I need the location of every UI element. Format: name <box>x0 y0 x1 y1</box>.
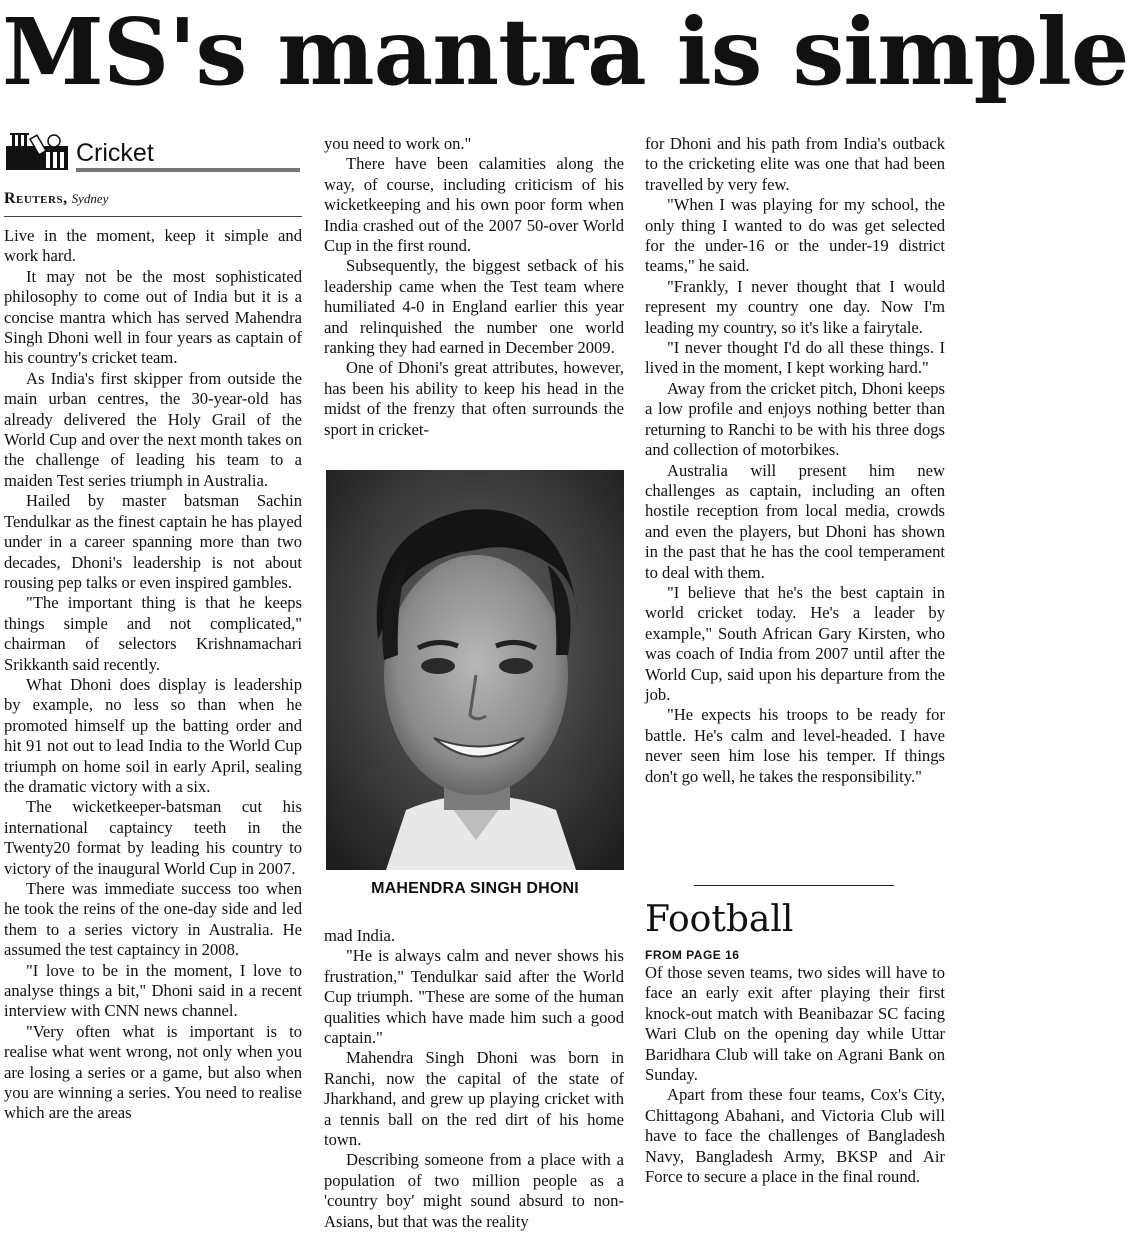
paragraph: "I believe that he's the best captain in world cricket today. He's a leader by example," South African Gary Kirsten, who was coach of India from 2007 until after the World Cup, said upon his departure from the job. <box>645 582 945 704</box>
paragraph: It may not be the most sophisticated philosophy to come out of India but it is a concise mantra which has served Mahendra Singh Dhoni well in four years as captain of his country's cricket team. <box>4 266 302 368</box>
photo-caption: MAHENDRA SINGH DHONI <box>371 880 579 897</box>
portrait-photo-icon <box>326 470 624 870</box>
football-headline: Football <box>645 899 794 940</box>
paragraph: Describing someone from a place with a population of two million people as a 'country boy' might sound absurd to non-Asians, but that was the reality <box>324 1150 624 1231</box>
paragraph: There was immediate success too when he took the reins of the one-day side and led them to a series victory in Australia. He assumed the test captaincy in 2008. <box>4 879 302 960</box>
byline-agency: Reuters, <box>4 190 68 207</box>
dhoni-photo <box>326 470 624 870</box>
paragraph: Of those seven teams, two sides will have to face an early exit after playing their first knock-out match with Beanibazar SC facing Wari Club on the opening day while Uttar Baridhara Club will take on Agrani Bank on Sunday. <box>645 963 945 1085</box>
paragraph: you need to work on." <box>324 134 472 153</box>
paragraph: Hailed by master batsman Sachin Tendulkar as the finest captain he has played under in a career spanning more than two decades, Dhoni's leadership is not about rousing pep talks or even inspired gambles. <box>4 491 302 592</box>
cricket-bat-ball-wicket-icon <box>4 132 72 172</box>
paragraph: Live in the moment, keep it simple and work hard. <box>4 226 302 266</box>
football-article <box>645 963 945 1187</box>
paragraph: "The important thing is that he keeps things simple and not complicated," chairman of selectors Krishnamachari Srikkanth said recently. <box>4 593 302 674</box>
paragraph: "He expects his troops to be ready for battle. He's calm and level-headed. I have never seen him lose his temper. If things don't go well, he takes the responsibility." <box>645 705 945 786</box>
paragraph: "When I was playing for my school, the only thing I wanted to do was get selected for the under-16 or the under-19 district teams," he said. <box>645 195 945 276</box>
article-column-3 <box>645 134 945 787</box>
paragraph: mad India. <box>324 926 395 945</box>
paragraph: The wicketkeeper-batsman cut his international captaincy teeth in the Twenty20 format by leading his country to victory of the inaugural World Cup in 2007. <box>4 797 302 878</box>
from-page-label: FROM PAGE 16 <box>645 948 740 962</box>
paragraph: for Dhoni and his path from India's outback to the cricketing elite was one that had been travelled by very few. <box>645 134 945 194</box>
headline: MS's mantra is simple <box>2 0 1128 106</box>
paragraph: "Frankly, I never thought that I would represent my country one day. Now I'm leading my country, so it's like a fairytale. <box>645 276 945 337</box>
paragraph: "I never thought I'd do all these things. I lived in the moment, I kept working hard." <box>645 338 945 378</box>
byline <box>4 190 302 217</box>
paragraph: Australia will present him new challenges as captain, including an often hostile reception from local media, crowds and even the players, but Dhoni has shown in the past that he has the cool temperament to deal with them. <box>645 460 945 582</box>
paragraph: "Very often what is important is to realise what went wrong, not only when you are losing a series or a game, but also when you are winning a series. You need to realise which are the areas <box>4 1021 302 1123</box>
paragraph: There have been calamities along the way, of course, including criticism of his wicketkeeping and his own poor form when India crashed out of the 2007 50-over World Cup in the first round. <box>324 154 624 256</box>
article-column-2-top <box>324 134 624 440</box>
article-column-1 <box>4 226 302 1124</box>
paragraph: Apart from these four teams, Cox's City, Chittagong Abahani, and Victoria Club will have to face the challenges of Bangladesh Navy, Bangladesh Army, BKSP and Air Force to secure a place in the final round. <box>645 1085 945 1187</box>
paragraph: Mahendra Singh Dhoni was born in Ranchi, now the capital of the state of Jharkhand, and grew up playing cricket with a tennis ball on the red dirt of his home town. <box>324 1048 624 1150</box>
paragraph: Away from the cricket pitch, Dhoni keeps a low profile and enjoys nothing better than returning to Ranchi to be with his three dogs and collection of motorbikes. <box>645 378 945 460</box>
section-rule <box>76 168 300 172</box>
paragraph: Subsequently, the biggest setback of his leadership came when the Test team where humiliated 4-0 in England earlier this year and relinquished the number one world ranking they had earned in December 2009. <box>324 256 624 358</box>
section-divider <box>694 885 894 886</box>
paragraph: "I love to be in the moment, I love to analyse things a bit," Dhoni said in a recent interview with CNN news channel. <box>4 960 302 1021</box>
section-label: Cricket <box>76 139 154 167</box>
paragraph: What Dhoni does display is leadership by example, no less so than when he promoted himself up the batting order and hit 91 not out to lead India to the World Cup triumph on home soil in early April, sealing the dramatic victory with a six. <box>4 674 302 796</box>
byline-city: Sydney <box>71 191 109 206</box>
paragraph: As India's first skipper from outside the main urban centres, the 30-year-old has already delivered the Holy Grail of the World Cup and over the next month takes on the challenge of leading his team to a maiden Test series triumph in Australia. <box>4 368 302 490</box>
article-column-2-bottom <box>324 926 624 1232</box>
section-tag <box>4 132 300 174</box>
paragraph: One of Dhoni's great attributes, however, has been his ability to keep his head in the midst of the frenzy that often surrounds the sport in cricket- <box>324 358 624 439</box>
paragraph: "He is always calm and never shows his frustration," Tendulkar said after the World Cup triumph. "These are some of the human qualities which have made him such a good captain." <box>324 946 624 1048</box>
